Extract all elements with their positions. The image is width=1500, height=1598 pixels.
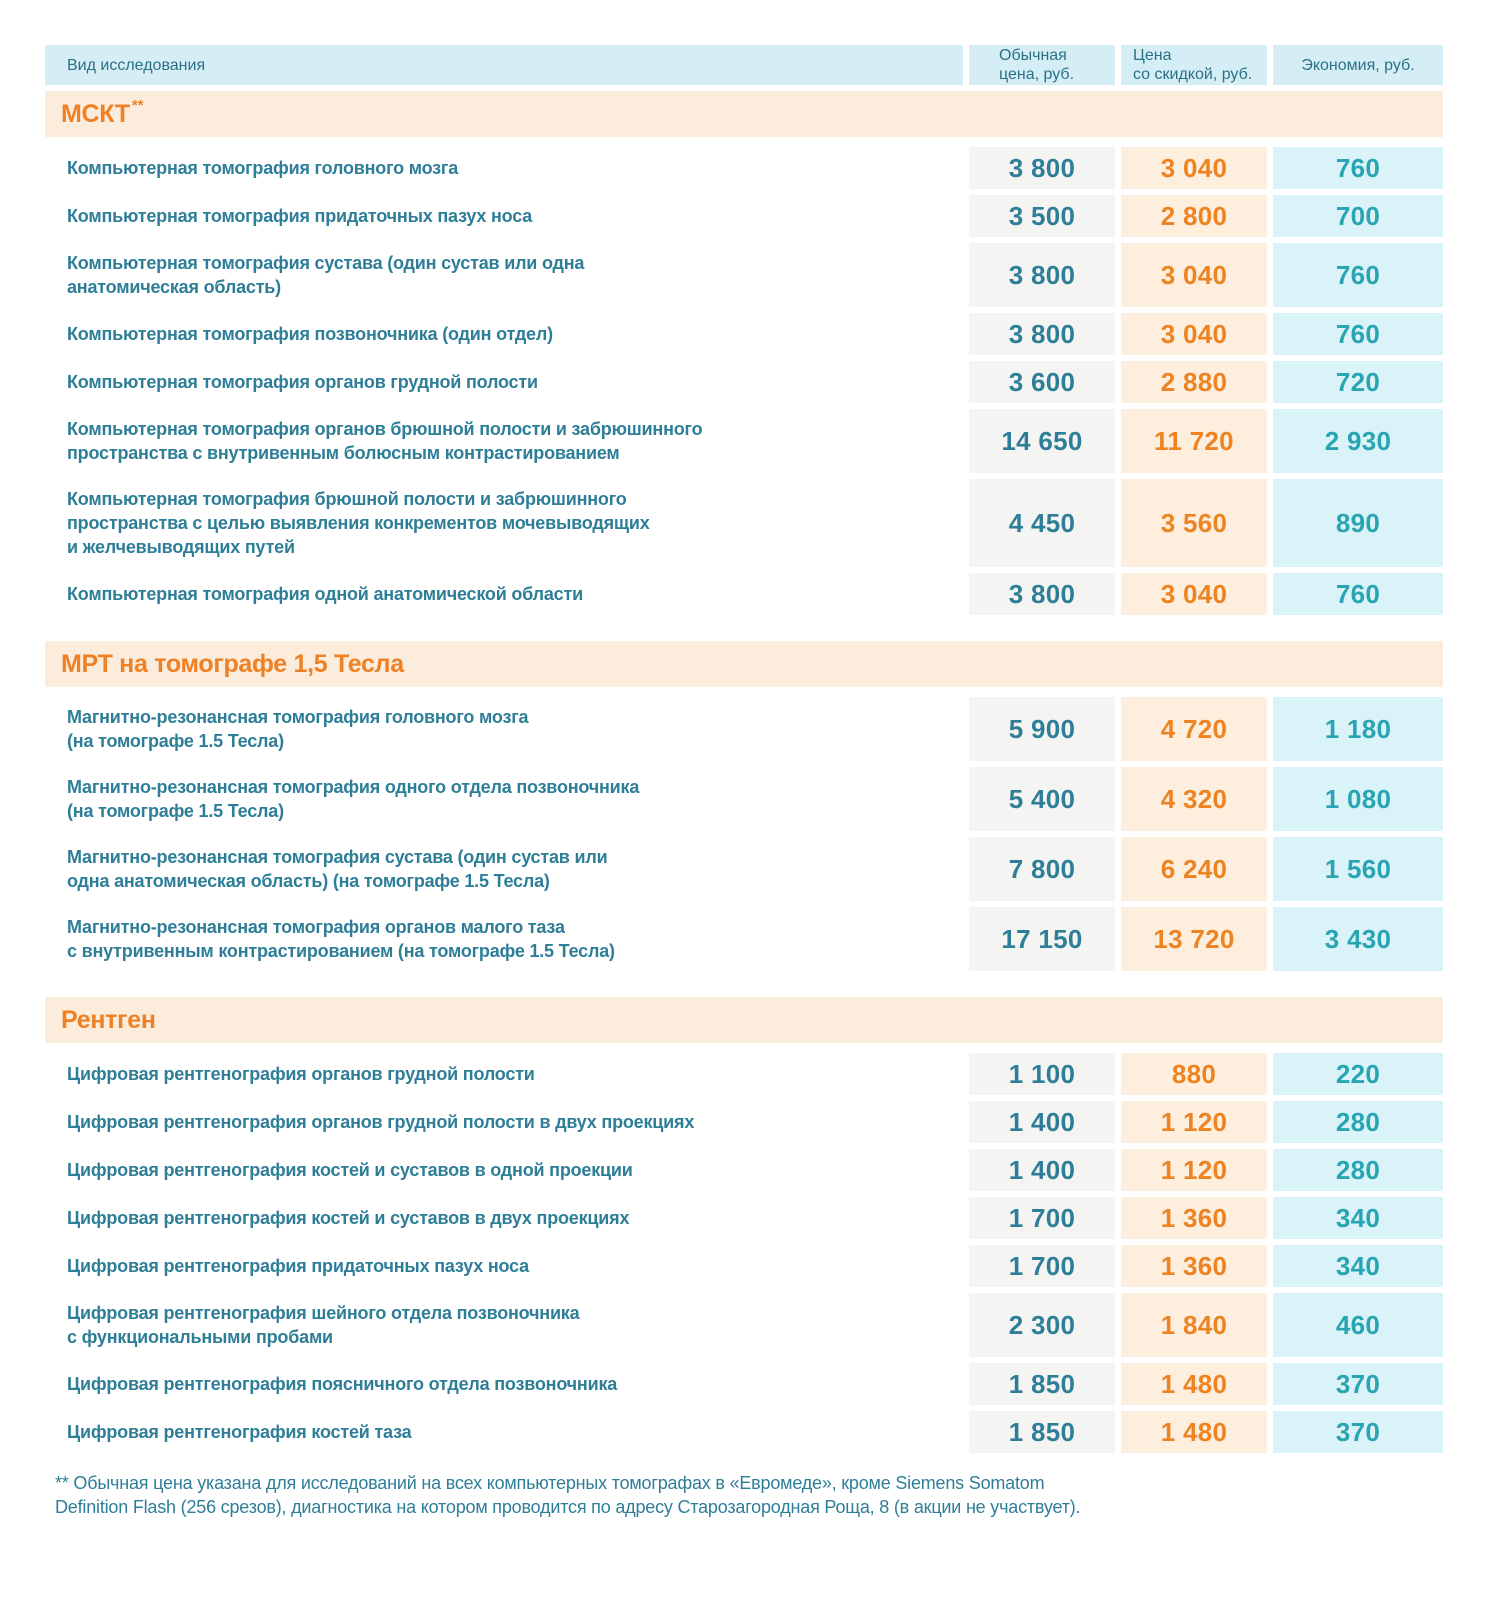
section-header-1	[45, 91, 1443, 137]
savings-value: 760	[1273, 313, 1443, 355]
service-name: Компьютерная томография сустава (один сустав или одна анатомическая область)	[67, 253, 585, 297]
savings-value: 1 560	[1273, 837, 1443, 901]
section-title-superscript: **	[131, 96, 144, 114]
discount-price: 3 040	[1121, 313, 1267, 355]
table-row	[45, 1363, 1443, 1405]
table-header-row	[45, 45, 1443, 85]
table-row	[45, 313, 1443, 355]
service-name: Цифровая рентгенография костей таза	[67, 1422, 412, 1442]
service-name: Компьютерная томография придаточных пазух носа	[67, 206, 533, 226]
service-name: Цифровая рентгенография костей и суставов в одной проекции	[67, 1160, 633, 1180]
service-name: Компьютерная томография одной анатомической области	[67, 584, 583, 604]
table-row	[45, 1411, 1443, 1453]
discount-price: 1 120	[1121, 1149, 1267, 1191]
discount-price: 1 360	[1121, 1245, 1267, 1287]
discount-price: 1 480	[1121, 1363, 1267, 1405]
table-row	[45, 1149, 1443, 1191]
service-name: Цифровая рентгенография поясничного отдела позвоночника	[67, 1374, 618, 1394]
regular-price: 3 500	[969, 195, 1115, 237]
header-savings: Экономия, руб.	[1273, 45, 1443, 85]
regular-price: 4 450	[969, 479, 1115, 567]
discount-price: 3 040	[1121, 573, 1267, 615]
table-row	[45, 1293, 1443, 1357]
discount-price: 1 480	[1121, 1411, 1267, 1453]
regular-price: 5 900	[969, 697, 1115, 761]
savings-value: 370	[1273, 1363, 1443, 1405]
service-name: Магнитно-резонансная томография одного отдела позвоночника (на томографе 1.5 Тесла)	[67, 777, 640, 821]
discount-price: 2 880	[1121, 361, 1267, 403]
regular-price: 2 300	[969, 1293, 1115, 1357]
regular-price: 7 800	[969, 837, 1115, 901]
regular-price: 1 700	[969, 1245, 1115, 1287]
regular-price: 3 800	[969, 147, 1115, 189]
price-table-body	[45, 91, 1443, 1453]
regular-price: 1 400	[969, 1149, 1115, 1191]
savings-value: 3 430	[1273, 907, 1443, 971]
service-name: Цифровая рентгенография придаточных пазух носа	[67, 1256, 529, 1276]
savings-value: 1 180	[1273, 697, 1443, 761]
regular-price: 14 650	[969, 409, 1115, 473]
service-name: Цифровая рентгенография органов грудной полости в двух проекциях	[67, 1112, 695, 1132]
discount-price: 1 840	[1121, 1293, 1267, 1357]
table-row	[45, 409, 1443, 473]
savings-value: 220	[1273, 1053, 1443, 1095]
table-row	[45, 361, 1443, 403]
regular-price: 1 700	[969, 1197, 1115, 1239]
table-row	[45, 573, 1443, 615]
savings-value: 760	[1273, 573, 1443, 615]
section-title: Рентген	[61, 1005, 156, 1034]
regular-price: 3 800	[969, 243, 1115, 307]
discount-price: 4 320	[1121, 767, 1267, 831]
table-row	[45, 479, 1443, 567]
savings-value: 370	[1273, 1411, 1443, 1453]
discount-price: 2 800	[1121, 195, 1267, 237]
regular-price: 5 400	[969, 767, 1115, 831]
discount-price: 13 720	[1121, 907, 1267, 971]
service-name: Магнитно-резонансная томография сустава (один сустав или одна анатомическая область) (на томографе 1.5 Тесла)	[67, 847, 608, 891]
regular-price: 1 850	[969, 1363, 1115, 1405]
discount-price: 4 720	[1121, 697, 1267, 761]
section-header-3	[45, 997, 1443, 1043]
price-table	[45, 45, 1443, 1519]
service-name: Компьютерная томография органов грудной полости	[67, 372, 538, 392]
discount-price: 1 360	[1121, 1197, 1267, 1239]
discount-price: 11 720	[1121, 409, 1267, 473]
table-row	[45, 767, 1443, 831]
service-name: Компьютерная томография позвоночника (один отдел)	[67, 324, 553, 344]
regular-price: 1 400	[969, 1101, 1115, 1143]
table-row	[45, 1197, 1443, 1239]
regular-price: 1 850	[969, 1411, 1115, 1453]
section-title: МСКТ	[61, 99, 130, 128]
discount-price: 3 040	[1121, 243, 1267, 307]
table-row	[45, 243, 1443, 307]
section-title: МРТ на томографе 1,5 Тесла	[61, 649, 404, 678]
savings-value: 760	[1273, 147, 1443, 189]
service-name: Цифровая рентгенография шейного отдела позвоночника с функциональными пробами	[67, 1303, 580, 1347]
table-row	[45, 195, 1443, 237]
service-name: Цифровая рентгенография костей и суставов в двух проекциях	[67, 1208, 630, 1228]
savings-value: 280	[1273, 1149, 1443, 1191]
savings-value: 340	[1273, 1245, 1443, 1287]
service-name: Цифровая рентгенография органов грудной полости	[67, 1064, 535, 1084]
discount-price: 6 240	[1121, 837, 1267, 901]
savings-value: 340	[1273, 1197, 1443, 1239]
savings-value: 700	[1273, 195, 1443, 237]
section-header-2	[45, 641, 1443, 687]
savings-value: 280	[1273, 1101, 1443, 1143]
savings-value: 1 080	[1273, 767, 1443, 831]
header-regular-price: Обычная цена, руб.	[969, 45, 1115, 85]
service-name: Магнитно-резонансная томография головного мозга (на томографе 1.5 Тесла)	[67, 707, 529, 751]
header-discount-price: Цена со скидкой, руб.	[1121, 45, 1267, 85]
savings-value: 460	[1273, 1293, 1443, 1357]
service-name: Компьютерная томография головного мозга	[67, 158, 459, 178]
table-row	[45, 147, 1443, 189]
table-row	[45, 1245, 1443, 1287]
table-row	[45, 907, 1443, 971]
discount-price: 880	[1121, 1053, 1267, 1095]
savings-value: 720	[1273, 361, 1443, 403]
table-row	[45, 837, 1443, 901]
regular-price: 3 800	[969, 573, 1115, 615]
regular-price: 17 150	[969, 907, 1115, 971]
savings-value: 2 930	[1273, 409, 1443, 473]
discount-price: 3 040	[1121, 147, 1267, 189]
table-row	[45, 697, 1443, 761]
discount-price: 3 560	[1121, 479, 1267, 567]
service-name: Компьютерная томография брюшной полости и забрюшинного пространства с целью выявления конкрементов мочевыводящих и желчевыводящих путей	[67, 489, 650, 557]
regular-price: 3 600	[969, 361, 1115, 403]
regular-price: 3 800	[969, 313, 1115, 355]
table-row	[45, 1053, 1443, 1095]
footnote: ** Обычная цена указана для исследований на всех компьютерных томографах в «Евромеде», кроме Siemens Somatom Definition Flash (256 срезов), диагностика на котором проводится по адресу Старозагородная Роща, 8 (в акции не участвует).	[55, 1473, 1081, 1517]
savings-value: 890	[1273, 479, 1443, 567]
regular-price: 1 100	[969, 1053, 1115, 1095]
header-service-type: Вид исследования	[45, 45, 963, 85]
table-row	[45, 1101, 1443, 1143]
service-name: Магнитно-резонансная томография органов малого таза с внутривенным контрастированием (на томографе 1.5 Тесла)	[67, 917, 615, 961]
discount-price: 1 120	[1121, 1101, 1267, 1143]
service-name: Компьютерная томография органов брюшной полости и забрюшинного пространства с внутривенным болюсным контрастированием	[67, 419, 703, 463]
savings-value: 760	[1273, 243, 1443, 307]
